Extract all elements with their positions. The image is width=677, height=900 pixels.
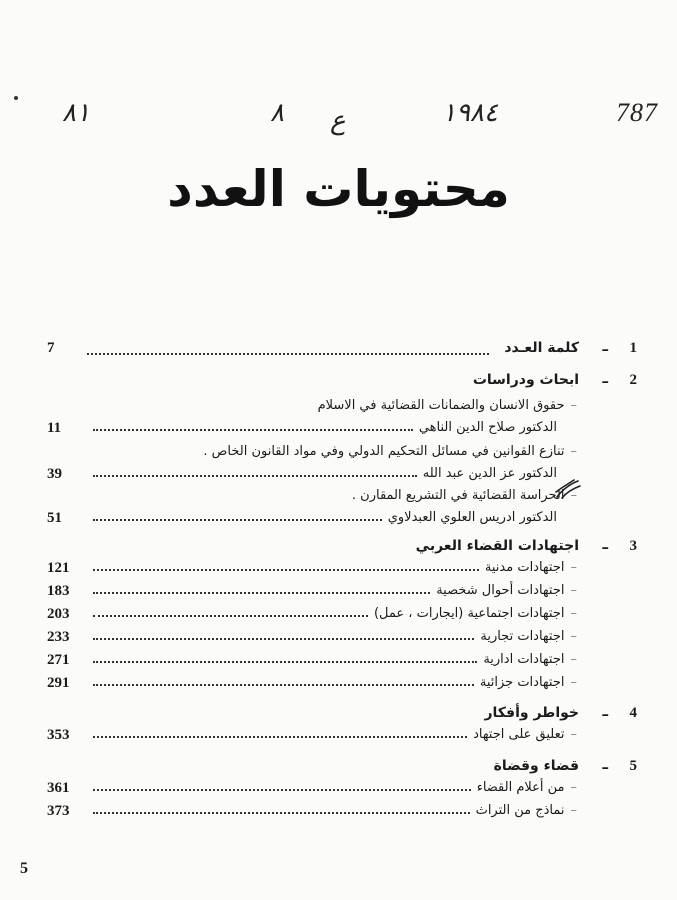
page-ref: 7: [47, 340, 55, 356]
section-dash: –: [601, 705, 609, 723]
handwritten-issue: ٨: [270, 98, 284, 127]
section-title: ابحاث ودراسات: [472, 372, 579, 388]
page-title: محتويات العدد: [167, 160, 510, 218]
toc-item: – من أعلام القضاء 361: [47, 780, 577, 796]
toc-section-3: [47, 538, 637, 560]
section-number: 5: [629, 758, 637, 774]
item-title: تعليق على اجتهاد: [473, 727, 565, 742]
toc-item: – اجتهادات تجارية 233: [47, 629, 577, 645]
page-number: 5: [20, 860, 28, 877]
toc-item: – اجتهادات جزائية 291: [47, 675, 577, 691]
toc-section-2: [47, 372, 637, 394]
page-ref: 271: [47, 652, 70, 668]
item-title: اجتهادات ادارية: [483, 652, 565, 667]
article-title: –حقوق الانسان والضمانات القضائية في الاسلام: [317, 398, 577, 413]
page-ref: 39: [47, 466, 62, 482]
page-ref: 51: [47, 510, 62, 526]
article-author-row: [47, 466, 637, 488]
item-title: اجتهادات جزائية: [479, 675, 565, 690]
article-author-row: [47, 510, 637, 532]
page-ref: 291: [47, 675, 70, 691]
page-ref: 203: [47, 606, 70, 622]
toc-section-1: [47, 340, 637, 362]
item-title: نماذج من التراث: [475, 803, 565, 818]
section-number: 1: [629, 340, 637, 356]
article-title-row: [47, 488, 637, 510]
section-title: خواطر وأفكار: [484, 705, 579, 721]
margin-scribble-mark: [554, 478, 582, 500]
item-title: اجتهادات اجتماعية (ايجارات ، عمل): [373, 606, 565, 621]
article-title: –الحراسة القضائية في التشريع المقارن .: [351, 488, 577, 503]
handwritten-pages: ٨١: [62, 98, 90, 127]
page-ref: 361: [47, 780, 70, 796]
section-dash: –: [601, 758, 609, 776]
article-author: الدكتور ادريس العلوي العبدلاوي: [87, 510, 557, 532]
item-title: اجتهادات تجارية: [480, 629, 565, 644]
section-title: اجتهادات القضاء العربي: [415, 538, 579, 554]
page-ref: 183: [47, 583, 70, 599]
page-ref: 373: [47, 803, 70, 819]
article-title: –تنازع القوانين في مسائل التحكيم الدولي وفي مواد القانون الخاص .: [203, 444, 577, 459]
dot-leader: [87, 353, 489, 355]
page-ref: 121: [47, 560, 70, 576]
toc-item: – اجتهادات أحوال شخصية 183: [47, 583, 577, 599]
page-ref: 353: [47, 727, 70, 743]
page-ref: 11: [47, 420, 62, 436]
section-title: قضاء وقضاة: [493, 758, 579, 774]
article-title-row: [47, 444, 637, 466]
page-ref: 233: [47, 629, 70, 645]
toc-item: – اجتهادات مدنية 121: [47, 560, 577, 576]
section-number: 4: [629, 705, 637, 721]
section-dash: –: [601, 538, 609, 556]
section-title: كلمة العـدد: [504, 340, 579, 356]
toc-section-4: [47, 705, 637, 727]
toc-section-5: [47, 758, 637, 780]
toc-item: – نماذج من التراث 373: [47, 803, 577, 819]
section-number: 3: [629, 538, 637, 554]
toc-item: – تعليق على اجتهاد 353: [47, 727, 577, 743]
item-title: اجتهادات مدنية: [484, 560, 565, 575]
toc-item: – اجتهادات اجتماعية (ايجارات ، عمل) 203: [47, 606, 577, 622]
article-author: الدكتور صلاح الدين الناهي: [87, 420, 557, 442]
toc-item: – اجتهادات ادارية 271: [47, 652, 577, 668]
item-title: اجتهادات أحوال شخصية: [436, 583, 565, 598]
handwritten-code: 787: [616, 98, 658, 127]
section-dash: –: [601, 340, 609, 358]
article-author: الدكتور عز الدين عبد الله: [87, 466, 557, 488]
section-dash: –: [601, 372, 609, 390]
article-author-row: [47, 420, 637, 442]
handwritten-year: ١٩٨٤: [442, 98, 498, 127]
handwritten-ain: ع: [330, 106, 346, 135]
section-number: 2: [629, 372, 637, 388]
article-title-row: [47, 398, 637, 420]
ink-dot: [14, 96, 18, 100]
item-title: من أعلام القضاء: [476, 780, 565, 795]
